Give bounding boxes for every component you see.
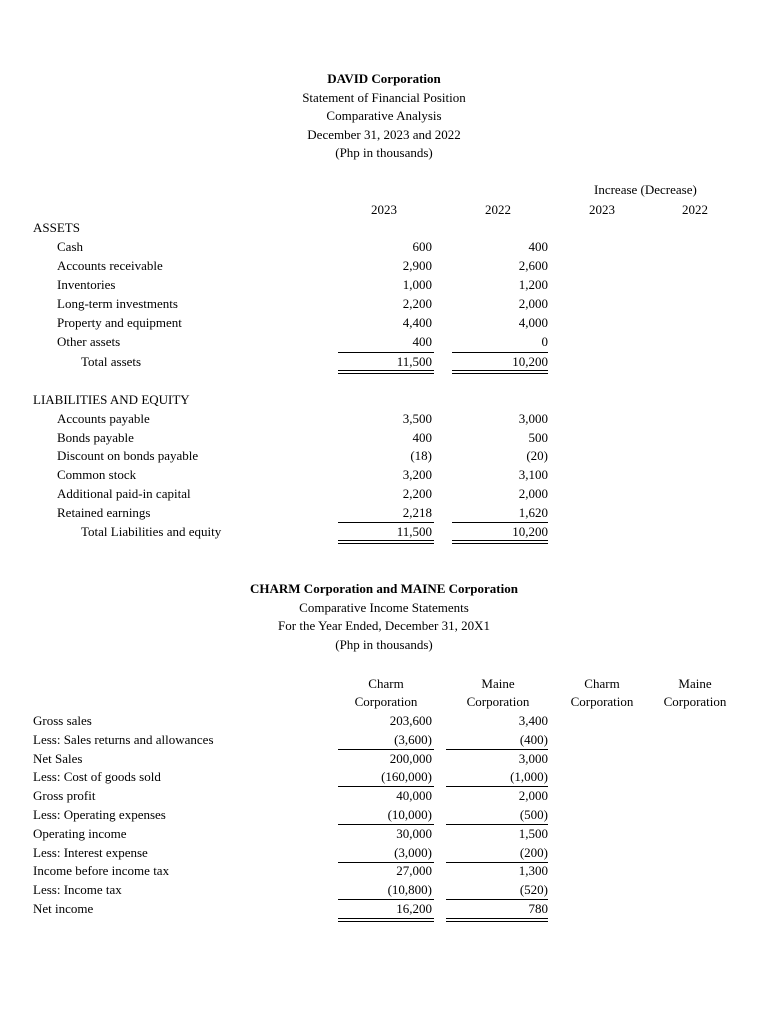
row-label: Gross profit (33, 788, 96, 804)
value-2022: 1,620 (518, 504, 548, 520)
value-charm: 27,000 (396, 863, 432, 879)
value-2023: 600 (412, 239, 432, 254)
row-label: Long-term investments (57, 296, 178, 311)
value-charm: (3,600) (394, 731, 432, 747)
value-2023: 400 (412, 429, 432, 445)
david-title-block (234, 70, 534, 163)
assets-total-double-line-2023 (338, 370, 434, 374)
row-label: Common stock (57, 467, 137, 483)
row-label: Discount on bonds payable (57, 448, 199, 464)
total-assets-label: Total assets (81, 354, 142, 369)
assets-subtotal-line-2022 (452, 352, 548, 353)
value-2022: 0 (541, 334, 548, 349)
value-maine: (520) (519, 882, 548, 898)
assets-total-double-line-2022 (452, 370, 548, 374)
row-label: Income before income tax (33, 863, 170, 879)
david-date: December 31, 2023 and 2022 (307, 126, 461, 142)
row-label: Less: Cost of goods sold (33, 769, 161, 785)
value-maine: 2,000 (518, 788, 548, 804)
liab-total-double-line-2023 (338, 540, 434, 544)
value-2022: 2,000 (518, 485, 548, 501)
row-label: Inventories (57, 277, 116, 292)
value-2023: 4,400 (402, 315, 432, 330)
incdec-2023-header: 2023 (589, 202, 615, 217)
value-2022: 4,000 (518, 315, 548, 330)
value-maine: (200) (519, 844, 548, 860)
value-2022: 3,000 (518, 411, 548, 426)
value-maine: 780 (528, 901, 548, 916)
liab-subtotal-line-2023 (338, 522, 434, 523)
charm-company-name: CHARM Corporation and MAINE Corporation (250, 581, 518, 596)
col-charm-header-1: Charm (368, 676, 404, 691)
value-2023: 2,200 (402, 485, 432, 501)
value-2022: 500 (528, 429, 548, 445)
col-charm-analysis-header-2: Corporation (570, 694, 634, 709)
value-2022: 2,600 (518, 258, 548, 273)
value-2022: (20) (526, 448, 548, 464)
total-liab-2022: 10,200 (512, 524, 548, 539)
liabilities-heading: LIABILITIES AND EQUITY (33, 392, 190, 407)
value-2023: 2,200 (402, 296, 432, 311)
liab-subtotal-line-2022 (452, 522, 548, 523)
col-charm-analysis-header-1: Charm (584, 676, 620, 691)
net-income-double-line-charm (338, 918, 434, 922)
value-2023: (18) (410, 448, 432, 464)
row-label: Less: Income tax (33, 882, 122, 898)
incdec-header: Increase (Decrease) (594, 182, 697, 197)
total-assets-2023: 11,500 (396, 354, 432, 369)
row-label: Accounts payable (57, 411, 150, 426)
col-maine-header-1: Maine (481, 676, 515, 691)
value-maine: (1,000) (510, 769, 548, 785)
row-label: Bonds payable (57, 429, 134, 445)
value-2023: 1,000 (402, 277, 432, 292)
col-maine-header-2: Corporation (466, 694, 530, 709)
value-2023: 3,500 (402, 411, 432, 426)
value-charm: 30,000 (396, 825, 432, 841)
david-company-name: DAVID Corporation (327, 71, 441, 86)
value-maine: (500) (519, 807, 548, 822)
value-2023: 2,900 (402, 258, 432, 273)
row-label: Operating income (33, 825, 127, 841)
row-label: Other assets (57, 334, 121, 349)
col-maine-analysis-header-1: Maine (678, 676, 712, 691)
col-2022-header: 2022 (485, 202, 511, 217)
total-liab-label: Total Liabilities and equity (81, 524, 222, 539)
value-2022: 2,000 (518, 296, 548, 311)
row-label: Net income (33, 901, 94, 916)
value-maine: 3,000 (518, 750, 548, 766)
charm-period: For the Year Ended, December 31, 20X1 (278, 618, 490, 633)
value-2022: 400 (528, 239, 548, 254)
david-statement-title: Statement of Financial Position (302, 89, 466, 105)
row-label: Gross sales (33, 713, 92, 728)
value-charm: (160,000) (381, 769, 432, 785)
value-charm: 203,600 (389, 713, 432, 728)
value-maine: (400) (519, 731, 548, 747)
col-charm-header-2: Corporation (354, 694, 418, 709)
incdec-2022-header: 2022 (682, 202, 708, 217)
col-2023-header: 2023 (371, 202, 397, 217)
row-label: Less: Interest expense (33, 844, 148, 860)
net-income-double-line-maine (446, 918, 548, 922)
row-label: Additional paid-in capital (57, 485, 191, 501)
value-charm: (10,000) (387, 807, 432, 822)
david-analysis-title: Comparative Analysis (326, 108, 442, 123)
value-2023: 3,200 (402, 467, 432, 483)
total-assets-2022: 10,200 (512, 354, 548, 369)
row-label: Cash (57, 239, 83, 254)
value-charm: 200,000 (389, 750, 432, 766)
assets-heading: ASSETS (33, 220, 80, 235)
col-maine-analysis-header-2: Corporation (663, 694, 727, 709)
value-2023: 400 (412, 334, 432, 349)
total-liab-2023: 11,500 (396, 524, 432, 539)
charm-title-block (234, 580, 534, 654)
value-maine: 1,300 (518, 863, 548, 879)
david-unit: (Php in thousands) (335, 145, 433, 160)
charm-statement-title: Comparative Income Statements (299, 599, 469, 615)
row-label: Less: Sales returns and allowances (33, 731, 214, 747)
value-2023: 2,218 (402, 504, 432, 520)
row-label: Retained earnings (57, 504, 151, 520)
value-charm: 16,200 (396, 901, 432, 916)
value-2022: 1,200 (518, 277, 548, 292)
value-charm: (3,000) (394, 844, 432, 860)
charm-unit: (Php in thousands) (335, 636, 433, 652)
value-charm: (10,800) (387, 882, 432, 898)
value-2022: 3,100 (518, 467, 548, 483)
row-label: Accounts receivable (57, 258, 163, 273)
value-maine: 3,400 (518, 713, 548, 728)
value-charm: 40,000 (396, 788, 432, 804)
row-label: Net Sales (33, 750, 83, 766)
value-maine: 1,500 (518, 825, 548, 841)
row-label: Less: Operating expenses (33, 807, 166, 822)
row-label: Property and equipment (57, 315, 182, 330)
assets-subtotal-line-2023 (338, 352, 434, 353)
liab-total-double-line-2022 (452, 540, 548, 544)
